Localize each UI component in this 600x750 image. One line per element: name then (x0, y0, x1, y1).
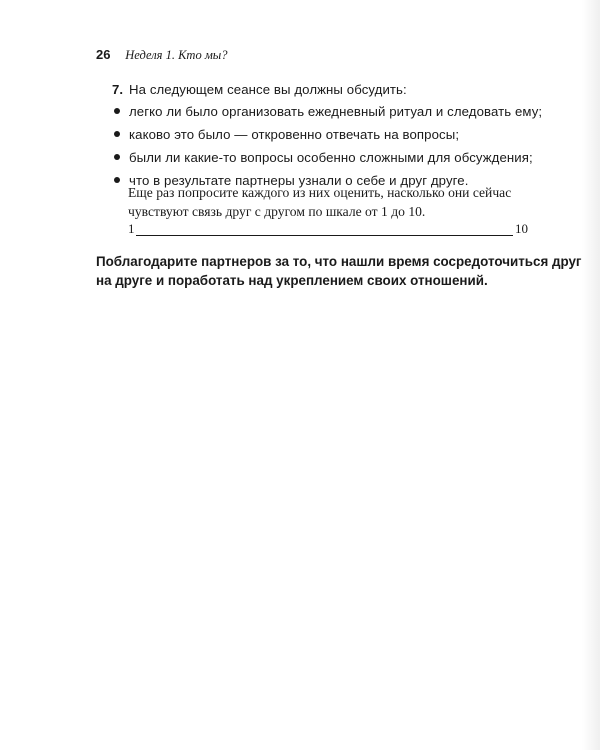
bullet-text: что в результате партнеры узнали о себе и друг друге. (129, 173, 469, 188)
closing-line: Поблагодарите партнеров за то, что нашли время сосредоточиться друг (96, 254, 582, 269)
bullet-icon (114, 154, 120, 160)
bullet-icon (114, 131, 120, 137)
running-head (96, 47, 228, 63)
scale-min-label: 1 (128, 221, 135, 236)
scale-line (136, 235, 513, 236)
numbered-item (112, 81, 543, 195)
bullet-item (112, 149, 532, 167)
bullet-text: легко ли было организовать ежедневный ритуал и следовать ему; (129, 104, 543, 119)
scale-max-label: 10 (515, 221, 528, 236)
rating-scale (128, 221, 528, 239)
running-title: Неделя 1. Кто мы? (125, 48, 228, 62)
bullet-text: каково это было — откровенно отвечать на вопросы; (129, 127, 460, 142)
bullet-list (112, 103, 543, 190)
closing-statement (96, 252, 582, 290)
item-number: 7. (112, 82, 124, 97)
rating-instruction-line: Еще раз попросите каждого из них оценить, насколько они сейчас (128, 185, 512, 200)
page-number: 26 (96, 47, 111, 62)
page-edge-shadow (582, 0, 600, 750)
rating-instruction (128, 183, 528, 221)
item-heading (112, 81, 532, 99)
bullet-icon (114, 108, 120, 114)
bullet-text: были ли какие-то вопросы особенно сложными для обсуждения; (129, 150, 533, 165)
closing-line: на друге и поработать над укреплением своих отношений. (96, 273, 488, 288)
item-intro: На следующем сеансе вы должны обсудить: (129, 82, 407, 97)
rating-instruction-line: чувствуют связь друг с другом по шкале от 1 до 10. (128, 204, 426, 219)
bullet-icon (114, 177, 120, 183)
bullet-item (112, 103, 543, 121)
bullet-item (112, 126, 532, 144)
